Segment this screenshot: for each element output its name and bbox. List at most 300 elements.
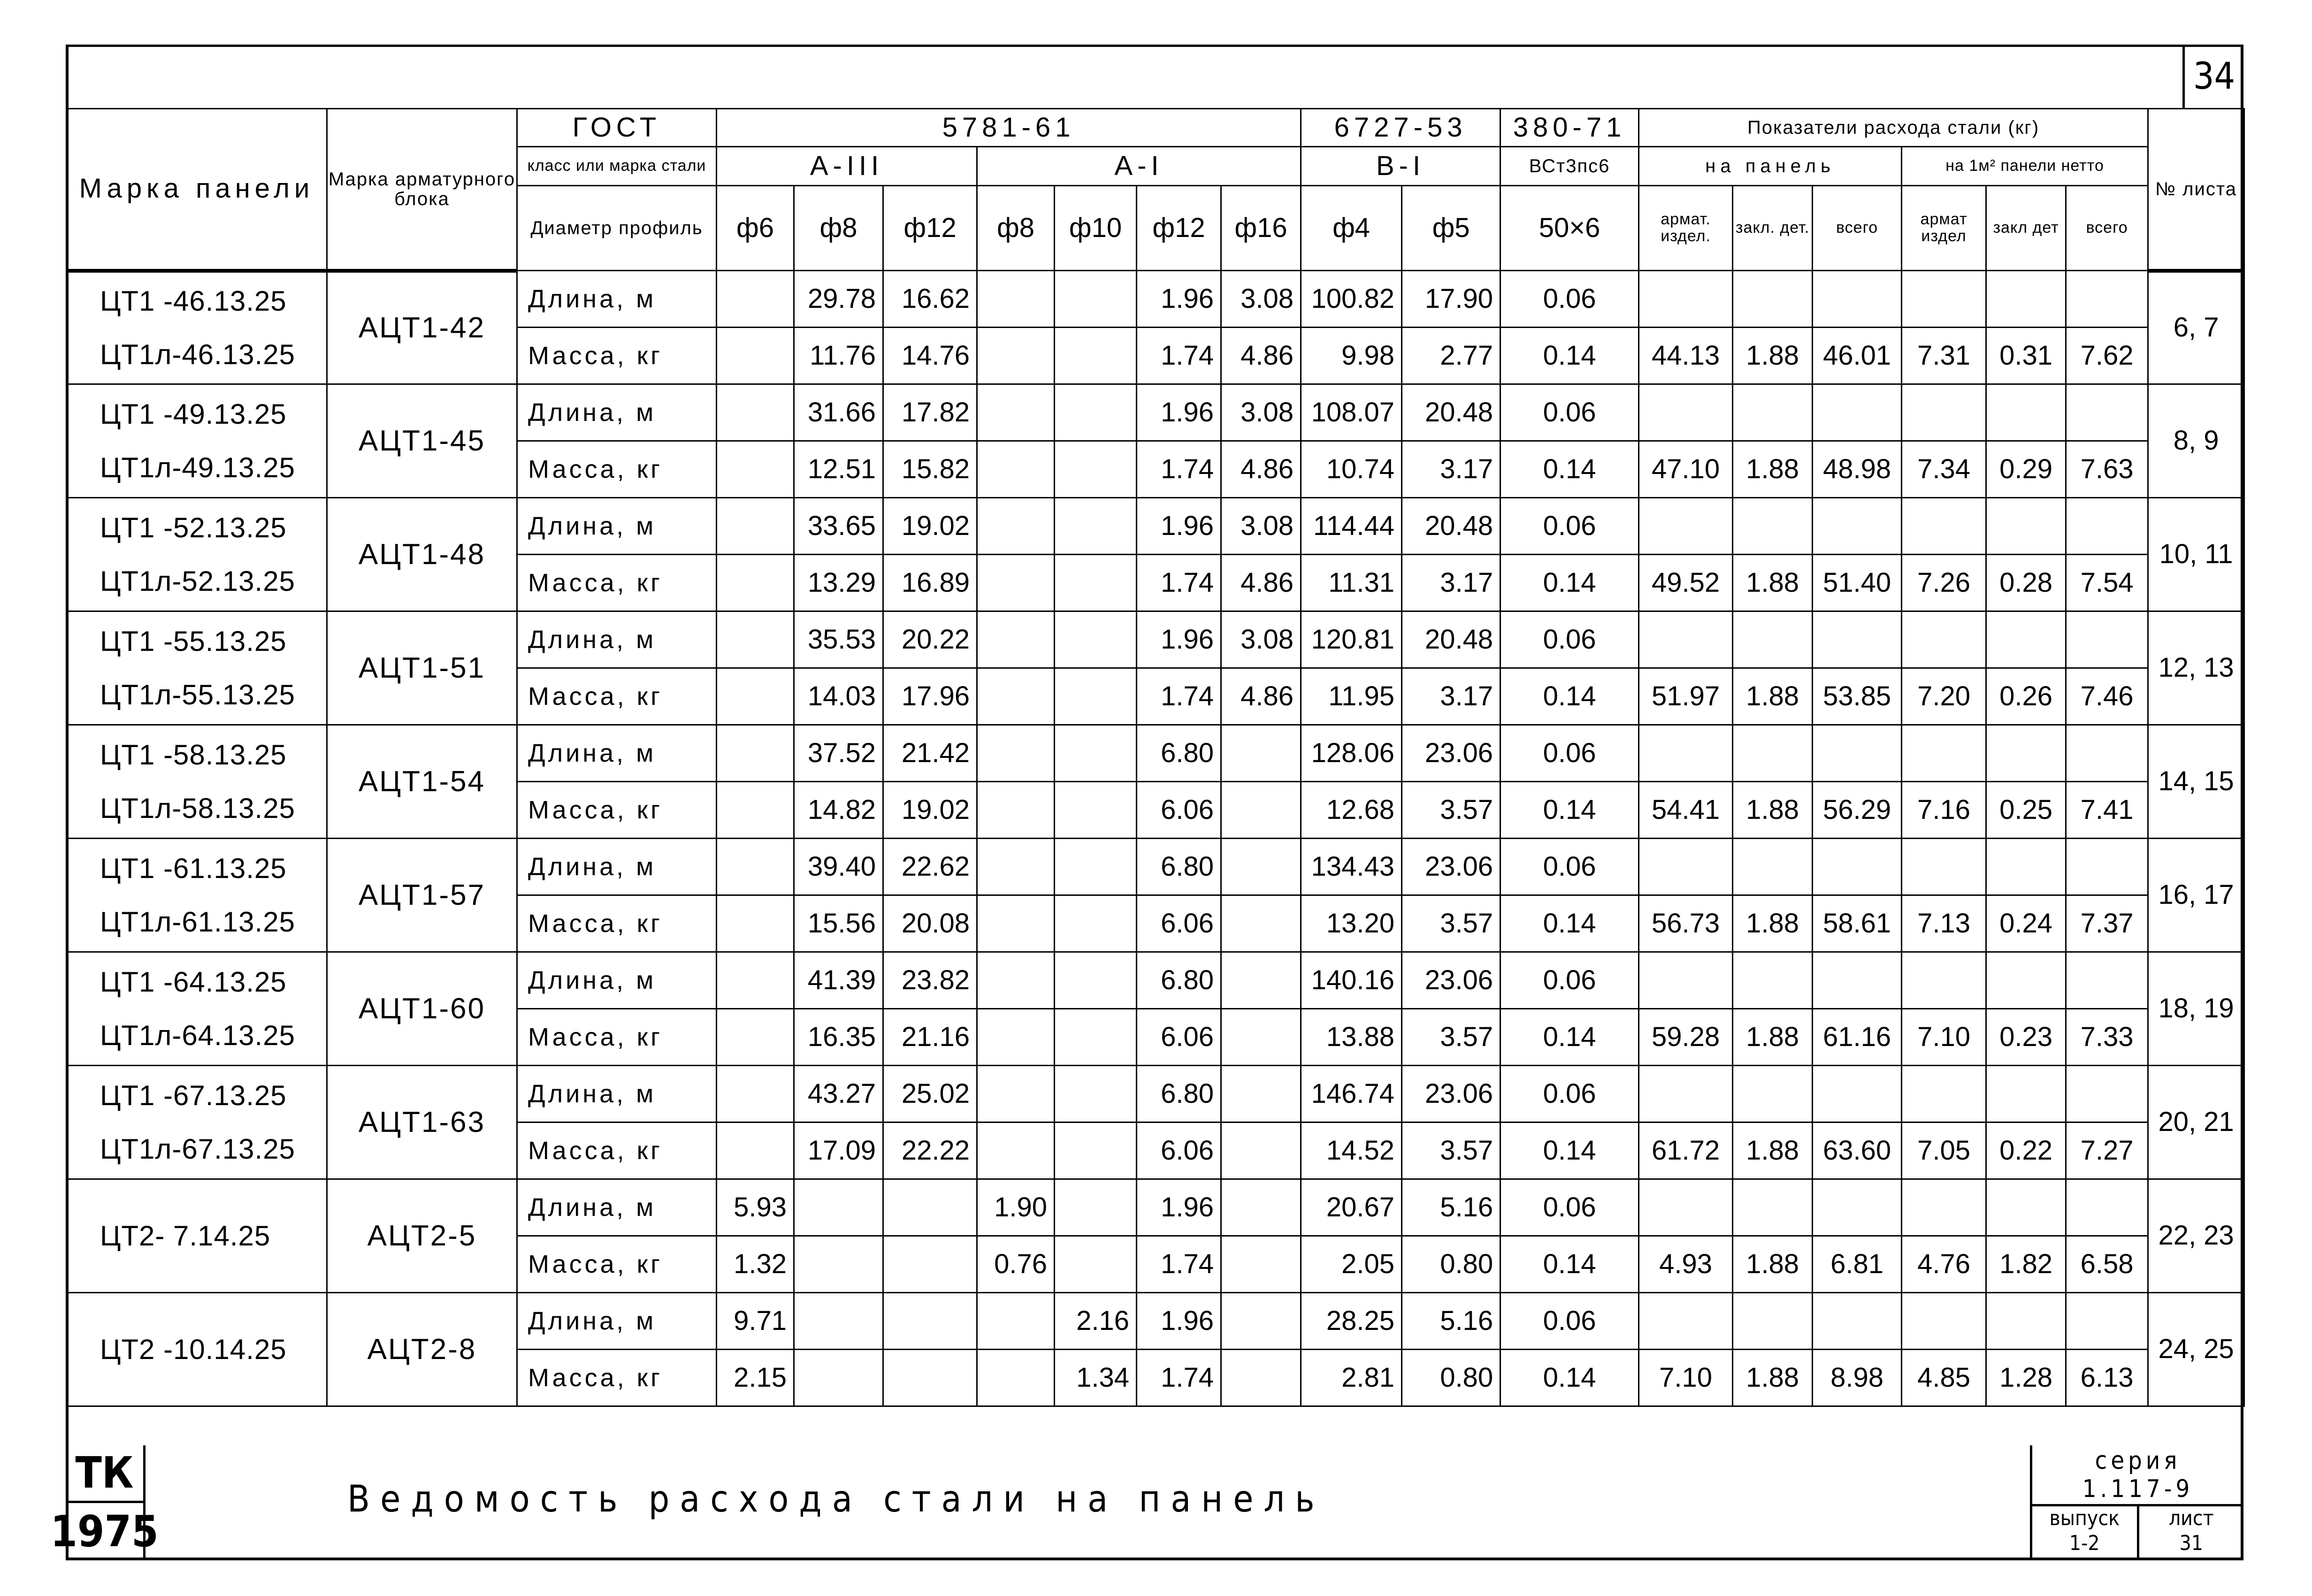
indicator-value: 7.10 [1902, 1009, 1986, 1066]
indicator-empty [1639, 952, 1733, 1009]
mass-value: 1.74 [1137, 668, 1221, 725]
indicator-empty [2066, 1179, 2148, 1236]
length-value: 5.16 [1402, 1179, 1501, 1236]
indicator-empty [1813, 271, 1902, 328]
indicator-empty [2066, 1066, 2148, 1123]
length-value: 39.40 [794, 839, 883, 895]
length-value: 23.06 [1402, 952, 1501, 1009]
length-value [977, 611, 1055, 668]
indicator-value: 0.24 [1986, 895, 2066, 952]
sheet-numbers: 22, 23 [2148, 1179, 2244, 1293]
header-arm-items: армат. издел. [1639, 186, 1733, 271]
indicator-value: 7.31 [1902, 328, 1986, 384]
mass-value [717, 555, 794, 611]
indicator-value: 0.22 [1986, 1123, 2066, 1179]
mass-value [1055, 1009, 1137, 1066]
dia-a3-8: ф8 [794, 186, 883, 271]
sheet-numbers: 18, 19 [2148, 952, 2244, 1066]
panel-mark-item: ЦТ1 -49.13.25 [100, 398, 287, 430]
header-gost-label: ГОСТ [517, 109, 717, 147]
class-b1: В-I [1301, 147, 1501, 186]
mass-value [717, 328, 794, 384]
length-value: 23.06 [1402, 725, 1501, 782]
mass-value: 0.14 [1501, 782, 1639, 839]
mass-value: 1.74 [1137, 328, 1221, 384]
length-value: 41.39 [794, 952, 883, 1009]
mass-value [717, 668, 794, 725]
length-value: 108.07 [1301, 384, 1402, 441]
block-mark: АЦТ1-42 [327, 271, 517, 384]
mass-value: 2.77 [1402, 328, 1501, 384]
mass-value [977, 441, 1055, 498]
indicator-empty [1639, 1293, 1733, 1350]
mass-value: 0.76 [977, 1236, 1055, 1293]
indicator-empty [1902, 725, 1986, 782]
length-value: 0.06 [1501, 271, 1639, 328]
length-value: 0.06 [1501, 1293, 1639, 1350]
gost-5781: 5781-61 [717, 109, 1301, 147]
length-value: 35.53 [794, 611, 883, 668]
indicator-value: 1.82 [1986, 1236, 2066, 1293]
mass-value [717, 895, 794, 952]
title-block [50, 1445, 2243, 1560]
indicator-empty [1986, 725, 2066, 782]
indicator-value: 6.81 [1813, 1236, 1902, 1293]
mass-value [977, 328, 1055, 384]
length-value: 1.96 [1137, 498, 1221, 555]
mass-value [1055, 555, 1137, 611]
indicator-value: 51.97 [1639, 668, 1733, 725]
length-value [977, 271, 1055, 328]
mass-value: 6.06 [1137, 782, 1221, 839]
mass-value: 14.82 [794, 782, 883, 839]
indicator-value: 7.33 [2066, 1009, 2148, 1066]
panel-mark-item: ЦТ1л-58.13.25 [100, 792, 295, 824]
panel-mark [67, 1293, 327, 1406]
indicator-value: 44.13 [1639, 328, 1733, 384]
length-value [1055, 1066, 1137, 1123]
length-value [1221, 1293, 1301, 1350]
mass-label: Масса, кг [517, 782, 717, 839]
length-value: 0.06 [1501, 1066, 1639, 1123]
indicator-value: 0.31 [1986, 328, 2066, 384]
mass-value [717, 782, 794, 839]
mass-value [883, 1350, 977, 1406]
table-row-length [67, 384, 2244, 441]
mass-value: 3.57 [1402, 782, 1501, 839]
length-label: Длина, м [517, 611, 717, 668]
indicator-empty [1986, 839, 2066, 895]
mass-value: 12.68 [1301, 782, 1402, 839]
indicator-empty [1986, 1293, 2066, 1350]
indicator-empty [1639, 1066, 1733, 1123]
indicator-value: 1.28 [1986, 1350, 2066, 1406]
mass-value: 6.06 [1137, 895, 1221, 952]
length-value: 3.08 [1221, 498, 1301, 555]
mass-value: 0.14 [1501, 1350, 1639, 1406]
length-value [1055, 271, 1137, 328]
length-value: 23.06 [1402, 839, 1501, 895]
mass-value [1055, 441, 1137, 498]
table-row-length [67, 498, 2244, 555]
length-value [1055, 384, 1137, 441]
dia-a3-6: ф6 [717, 186, 794, 271]
sheet-numbers: 10, 11 [2148, 498, 2244, 611]
block-mark: АЦТ1-60 [327, 952, 517, 1066]
mass-value: 17.96 [883, 668, 977, 725]
indicator-empty [1813, 611, 1902, 668]
series-value: 1.117-9 [2082, 1474, 2194, 1503]
indicator-value: 61.72 [1639, 1123, 1733, 1179]
series-label: серия [2095, 1447, 2181, 1475]
header-embedded-parts: закл. дет. [1733, 186, 1813, 271]
panel-mark-item: ЦТ2 -10.14.25 [100, 1333, 287, 1365]
indicator-value: 6.13 [2066, 1350, 2148, 1406]
sheet-numbers: 12, 13 [2148, 611, 2244, 725]
block-mark: АЦТ1-63 [327, 1066, 517, 1179]
length-value: 3.08 [1221, 611, 1301, 668]
mass-value: 13.88 [1301, 1009, 1402, 1066]
length-value [717, 725, 794, 782]
indicator-empty [1733, 384, 1813, 441]
sheet-numbers: 6, 7 [2148, 271, 2244, 384]
indicator-value: 0.28 [1986, 555, 2066, 611]
mass-value [977, 782, 1055, 839]
indicator-empty [1639, 384, 1733, 441]
length-value [977, 1293, 1055, 1350]
indicator-value: 7.62 [2066, 328, 2148, 384]
length-value: 1.96 [1137, 1179, 1221, 1236]
dia-a1-10: ф10 [1055, 186, 1137, 271]
indicator-empty [1639, 725, 1733, 782]
mass-value [1055, 668, 1137, 725]
mass-value: 0.14 [1501, 441, 1639, 498]
indicator-empty [1813, 725, 1902, 782]
indicator-value: 49.52 [1639, 555, 1733, 611]
block-mark: АЦТ1-57 [327, 839, 517, 952]
mass-value: 15.82 [883, 441, 977, 498]
mass-value: 17.09 [794, 1123, 883, 1179]
panel-mark-item: ЦТ1 -58.13.25 [100, 739, 287, 771]
length-label: Длина, м [517, 1293, 717, 1350]
panel-mark [67, 611, 327, 725]
panel-mark [67, 1066, 327, 1179]
length-value: 28.25 [1301, 1293, 1402, 1350]
indicator-value: 0.26 [1986, 668, 2066, 725]
sheet-numbers: 14, 15 [2148, 725, 2244, 839]
length-value: 3.08 [1221, 271, 1301, 328]
mass-value: 16.35 [794, 1009, 883, 1066]
indicator-value: 59.28 [1639, 1009, 1733, 1066]
indicator-value: 63.60 [1813, 1123, 1902, 1179]
length-value: 0.06 [1501, 498, 1639, 555]
dia-a1-16: ф16 [1221, 186, 1301, 271]
class-a3: А-III [717, 147, 977, 186]
length-value: 9.71 [717, 1293, 794, 1350]
header-class-label: класс или марка стали [517, 147, 717, 186]
length-value [717, 384, 794, 441]
indicator-empty [1902, 1066, 1986, 1123]
mass-value: 1.74 [1137, 555, 1221, 611]
length-value [1055, 725, 1137, 782]
length-label: Длина, м [517, 839, 717, 895]
length-value: 21.42 [883, 725, 977, 782]
indicator-value: 1.88 [1733, 555, 1813, 611]
mass-label: Масса, кг [517, 328, 717, 384]
mass-value: 21.16 [883, 1009, 977, 1066]
length-value [794, 1179, 883, 1236]
indicator-empty [1813, 952, 1902, 1009]
mass-value: 3.17 [1402, 555, 1501, 611]
mass-value [1221, 1236, 1301, 1293]
length-value [1055, 839, 1137, 895]
length-value [717, 498, 794, 555]
panel-mark [67, 498, 327, 611]
indicator-value: 54.41 [1639, 782, 1733, 839]
header-arm-items-m2: армат издел [1902, 186, 1986, 271]
length-value: 20.48 [1402, 498, 1501, 555]
mass-value: 2.05 [1301, 1236, 1402, 1293]
panel-mark-item: ЦТ1 -67.13.25 [100, 1079, 287, 1111]
length-value: 134.43 [1301, 839, 1402, 895]
header-embedded-parts-m2: закл дет [1986, 186, 2066, 271]
mass-value [794, 1350, 883, 1406]
length-value [1221, 1066, 1301, 1123]
length-value: 6.80 [1137, 725, 1221, 782]
mass-label: Масса, кг [517, 1009, 717, 1066]
indicator-empty [1639, 1179, 1733, 1236]
length-value: 31.66 [794, 384, 883, 441]
mass-value: 1.74 [1137, 1350, 1221, 1406]
dia-b1-4: ф4 [1301, 186, 1402, 271]
indicator-value: 53.85 [1813, 668, 1902, 725]
length-value: 140.16 [1301, 952, 1402, 1009]
mass-value: 14.76 [883, 328, 977, 384]
panel-mark [67, 271, 327, 384]
mass-value: 14.03 [794, 668, 883, 725]
indicator-empty [1733, 271, 1813, 328]
length-value: 5.16 [1402, 1293, 1501, 1350]
indicator-value: 0.29 [1986, 441, 2066, 498]
mass-label: Масса, кг [517, 555, 717, 611]
panel-mark-item: ЦТ1л-49.13.25 [100, 451, 295, 483]
mass-value: 20.08 [883, 895, 977, 952]
length-value: 1.96 [1137, 611, 1221, 668]
length-label: Длина, м [517, 1066, 717, 1123]
mass-value [717, 441, 794, 498]
org-year: 1975 [50, 1506, 159, 1557]
header-block-mark: Марка арматурного блока [327, 109, 517, 271]
length-value: 0.06 [1501, 611, 1639, 668]
length-value: 114.44 [1301, 498, 1402, 555]
indicator-value: 1.88 [1733, 782, 1813, 839]
indicator-empty [1902, 498, 1986, 555]
panel-mark-item: ЦТ1 -52.13.25 [100, 512, 287, 543]
indicator-value: 51.40 [1813, 555, 1902, 611]
length-value [977, 839, 1055, 895]
indicator-value: 7.10 [1639, 1350, 1733, 1406]
mass-label: Масса, кг [517, 441, 717, 498]
indicator-value: 0.25 [1986, 782, 2066, 839]
mass-value: 3.57 [1402, 1123, 1501, 1179]
mass-value: 11.76 [794, 328, 883, 384]
length-value: 43.27 [794, 1066, 883, 1123]
indicator-empty [1986, 952, 2066, 1009]
indicator-empty [1733, 1066, 1813, 1123]
length-value [1055, 952, 1137, 1009]
indicator-empty [1986, 271, 2066, 328]
table-row-length [67, 725, 2244, 782]
indicator-empty [1733, 611, 1813, 668]
mass-value [1221, 1009, 1301, 1066]
mass-label: Масса, кг [517, 1236, 717, 1293]
length-value: 5.93 [717, 1179, 794, 1236]
mass-value: 1.32 [717, 1236, 794, 1293]
mass-value [794, 1236, 883, 1293]
panel-mark [67, 1179, 327, 1293]
indicator-empty [1986, 611, 2066, 668]
sheet-label: лист [2168, 1506, 2214, 1530]
length-value: 120.81 [1301, 611, 1402, 668]
indicator-empty [1813, 1179, 1902, 1236]
table-row-length [67, 1066, 2244, 1123]
length-label: Длина, м [517, 271, 717, 328]
mass-value: 12.51 [794, 441, 883, 498]
mass-value [1221, 1123, 1301, 1179]
mass-value: 3.17 [1402, 441, 1501, 498]
mass-value [717, 1009, 794, 1066]
length-value: 1.96 [1137, 271, 1221, 328]
mass-label: Масса, кг [517, 1350, 717, 1406]
length-value: 0.06 [1501, 1179, 1639, 1236]
indicator-value: 7.26 [1902, 555, 1986, 611]
sheet-numbers: 16, 17 [2148, 839, 2244, 952]
indicator-value: 6.58 [2066, 1236, 2148, 1293]
indicator-empty [1813, 1293, 1902, 1350]
length-value: 20.22 [883, 611, 977, 668]
length-value: 33.65 [794, 498, 883, 555]
panel-mark [67, 384, 327, 498]
indicator-empty [1986, 1066, 2066, 1123]
length-value [977, 952, 1055, 1009]
profile-50x6: 50×6 [1501, 186, 1639, 271]
mass-value: 13.29 [794, 555, 883, 611]
table-row-length [67, 1179, 2244, 1236]
mass-value [977, 668, 1055, 725]
length-value [794, 1293, 883, 1350]
gost-380: 380-71 [1501, 109, 1639, 147]
mass-value: 4.86 [1221, 668, 1301, 725]
block-mark: АЦТ1-54 [327, 725, 517, 839]
block-mark: АЦТ2-8 [327, 1293, 517, 1406]
mass-value: 0.14 [1501, 555, 1639, 611]
length-value: 19.02 [883, 498, 977, 555]
indicator-empty [2066, 611, 2148, 668]
indicator-empty [2066, 384, 2148, 441]
mass-value: 1.74 [1137, 1236, 1221, 1293]
length-value [977, 384, 1055, 441]
panel-mark-item: ЦТ1л-67.13.25 [100, 1133, 295, 1165]
indicator-empty [2066, 952, 2148, 1009]
issue-value: 1-2 [2069, 1531, 2100, 1555]
mass-value: 0.14 [1501, 1009, 1639, 1066]
mass-value [1055, 782, 1137, 839]
panel-mark-item: ЦТ1 -55.13.25 [100, 625, 287, 657]
mass-value [1221, 1350, 1301, 1406]
class-a1: А-I [977, 147, 1301, 186]
indicator-empty [1639, 271, 1733, 328]
block-mark: АЦТ1-51 [327, 611, 517, 725]
indicator-empty [1639, 839, 1733, 895]
indicator-value: 1.88 [1733, 441, 1813, 498]
indicator-value: 1.88 [1733, 1009, 1813, 1066]
indicator-value: 1.88 [1733, 328, 1813, 384]
length-value [1221, 839, 1301, 895]
mass-value: 14.52 [1301, 1123, 1402, 1179]
indicator-value: 56.73 [1639, 895, 1733, 952]
indicator-value: 7.34 [1902, 441, 1986, 498]
issue-label: выпуск [2049, 1506, 2120, 1530]
table-row-length [67, 1293, 2244, 1350]
length-label: Длина, м [517, 498, 717, 555]
indicator-value: 4.93 [1639, 1236, 1733, 1293]
mass-value [717, 1123, 794, 1179]
panel-mark-item: ЦТ1л-55.13.25 [100, 679, 295, 710]
indicator-empty [1733, 839, 1813, 895]
indicator-value: 56.29 [1813, 782, 1902, 839]
sheet-number: 34 [2182, 45, 2243, 108]
length-value: 17.90 [1402, 271, 1501, 328]
header-per-m2: на 1м² панели нетто [1902, 147, 2148, 186]
panel-mark [67, 839, 327, 952]
mass-value: 10.74 [1301, 441, 1402, 498]
panel-mark-item: ЦТ1 -46.13.25 [100, 285, 287, 317]
length-value: 0.06 [1501, 839, 1639, 895]
length-value [977, 498, 1055, 555]
header-total: всего [1813, 186, 1902, 271]
table-row-length [67, 839, 2244, 895]
indicator-empty [1733, 1179, 1813, 1236]
mass-value: 15.56 [794, 895, 883, 952]
indicator-empty [2066, 1293, 2148, 1350]
length-label: Длина, м [517, 1179, 717, 1236]
block-mark: АЦТ1-48 [327, 498, 517, 611]
length-label: Длина, м [517, 952, 717, 1009]
header-diameter-label: Диаметр профиль [517, 186, 717, 271]
length-value [717, 271, 794, 328]
dia-a3-12: ф12 [883, 186, 977, 271]
table-row-length [67, 611, 2244, 668]
header-panel-mark: Марка панели [67, 109, 327, 271]
length-value: 3.08 [1221, 384, 1301, 441]
mass-value: 9.98 [1301, 328, 1402, 384]
length-value: 1.96 [1137, 1293, 1221, 1350]
indicator-value: 46.01 [1813, 328, 1902, 384]
gost-6727: 6727-53 [1301, 109, 1501, 147]
indicator-empty [1639, 611, 1733, 668]
mass-value: 22.22 [883, 1123, 977, 1179]
class-vst3ps6: ВСт3пс6 [1501, 147, 1639, 186]
indicator-empty [1813, 1066, 1902, 1123]
mass-value [883, 1236, 977, 1293]
indicator-value: 1.88 [1733, 1350, 1813, 1406]
mass-value: 1.34 [1055, 1350, 1137, 1406]
length-value [1221, 725, 1301, 782]
org-code: ТК [66, 1445, 143, 1503]
mass-value [977, 1009, 1055, 1066]
indicator-value: 1.88 [1733, 668, 1813, 725]
indicator-value: 7.05 [1902, 1123, 1986, 1179]
